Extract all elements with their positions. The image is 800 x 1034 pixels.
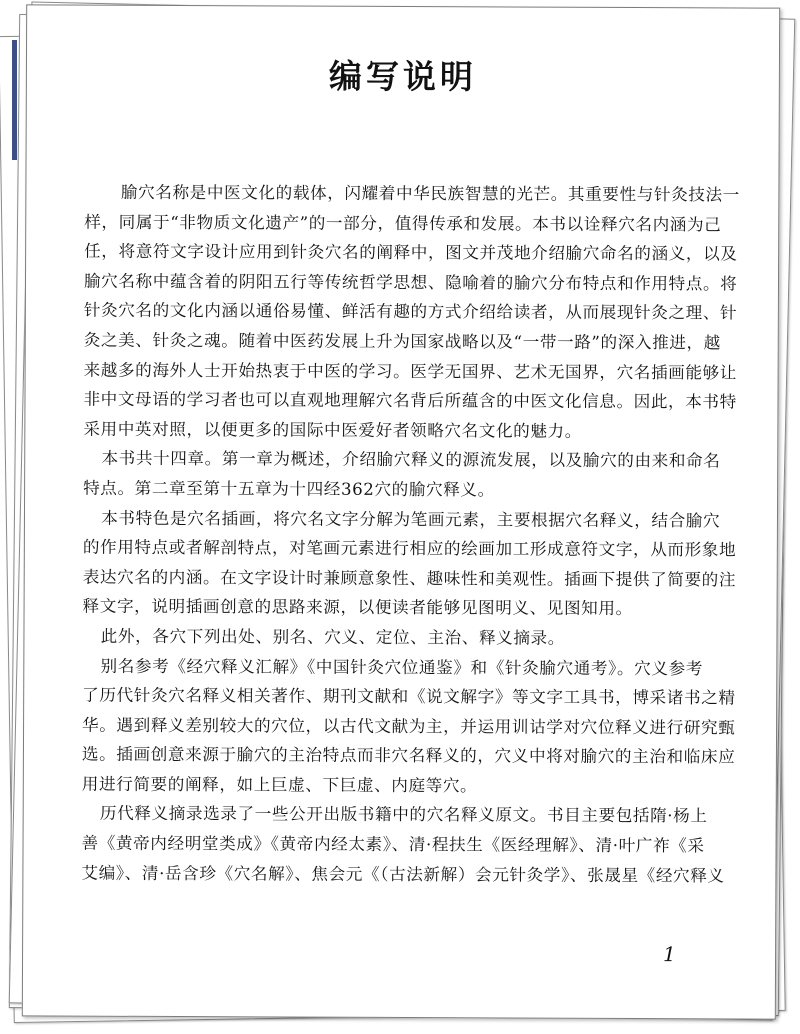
text-line: 来越多的海外人士开始热衷于中医的学习。医学无国界、艺术无国界，穴名插画能够让 [83,360,738,383]
text-line: 本书共十四章。第一章为概述，介绍腧穴释义的源流发展，以及腧穴的由来和命名 [101,449,721,471]
text-line: 了历代针灸穴名释义相关著作、期刊文献和《说文解字》等文字工具书，博采诸书之精 [82,685,736,708]
paragraph [83,178,740,447]
body-text [81,178,740,891]
paragraph [83,444,725,506]
text-line: 采用中英对照，以便更多的国际中医爱好者领略穴名文化的魅力。 [83,419,583,441]
text-line: 此外，各穴下列出处、别名、穴义、定位、主治、释义摘录。 [100,626,565,648]
paragraph [81,799,723,891]
paragraph [82,622,724,654]
text-line: 针灸穴名的文化内涵以通俗易懂、鲜活有趣的方式介绍给读者，从而展现针灸之理、针 [83,300,738,323]
text-line: 灸之美、针灸之魂。随着中医药发展上升为国家战略以及“一带一路”的深入推进，越 [83,330,721,353]
text-line: 艾编》、清·岳含珍《穴名解》、焦会元《（古法新解）会元针灸学》、张晟星《经穴释义 [81,863,725,886]
text-line: 样，同属于“非物质文化遗产”的一部分，值得传承和发展。本书以诠释穴名内涵为己 [84,212,722,234]
text-line: 任，将意符文字设计应用到针灸穴名的阐释中，图文并茂地介绍腧穴命名的涵义，以及 [84,241,738,264]
text-line: 选。插画创意来源于腧穴的主治特点而非穴名释义的，穴义中将对腧穴的主治和临床应 [81,744,736,767]
text-line: 历代释义摘录选录了一些公开出版书籍中的穴名释义原文。书目主要包括隋·杨上 [99,804,708,826]
text-line: 腧穴名称是中医文化的载体，闪耀着中华民族智慧的光芒。其重要性与针灸技法一 [120,182,740,205]
text-line: 华。遇到释义差别较大的穴位，以古代文献为主，并运用训诂学对穴位释义进行研究甄 [82,715,736,738]
text-line: 善《黄帝内经明堂类成》《黄帝内经太素》、清·程扶生《医经理解》、清·叶广祚《采 [81,833,705,856]
document-page [22,4,780,1019]
text-line: 表达穴名的内涵。在文字设计时兼顾意象性、趣味性和美观性。插画下提供了简要的注 [82,567,737,590]
page-title: 编写说明 [328,56,477,97]
text-line: 别名参考《经穴释义汇解》《中国针灸穴位通鉴》和《针灸腧穴通考》。穴义参考 [100,656,703,678]
text-line: 腧穴名称中蕴含着的阴阳五行等传统哲学思想、隐喻着的腧穴分布特点和作用特点。将 [83,271,738,294]
text-line: 用进行简要的阐释，如上巨虚、下巨虚、内庭等穴。 [81,774,478,796]
text-line: 释文字，说明插画创意的思路来源，以便读者能够见图明义、见图知用。 [82,596,633,619]
text-line: 特点。第二章至第十五章为十四经362穴的腧穴释义。 [83,478,495,500]
page-number: 1 [663,942,676,967]
cover-edge-blue [12,40,17,160]
paragraph [82,503,737,624]
text-line: 本书特色是穴名插画，将穴名文字分解为笔画元素，主要根据穴名释义，结合腧穴 [101,508,721,530]
text-line: 非中文母语的学习者也可以直观地理解穴名背后所蕴含的中医文化信息。因此，本书特 [83,389,737,412]
paragraph [81,651,736,802]
text-line: 的作用特点或者解剖特点，对笔画元素进行相应的绘画加工形成意符文字，从而形象地 [82,537,737,560]
